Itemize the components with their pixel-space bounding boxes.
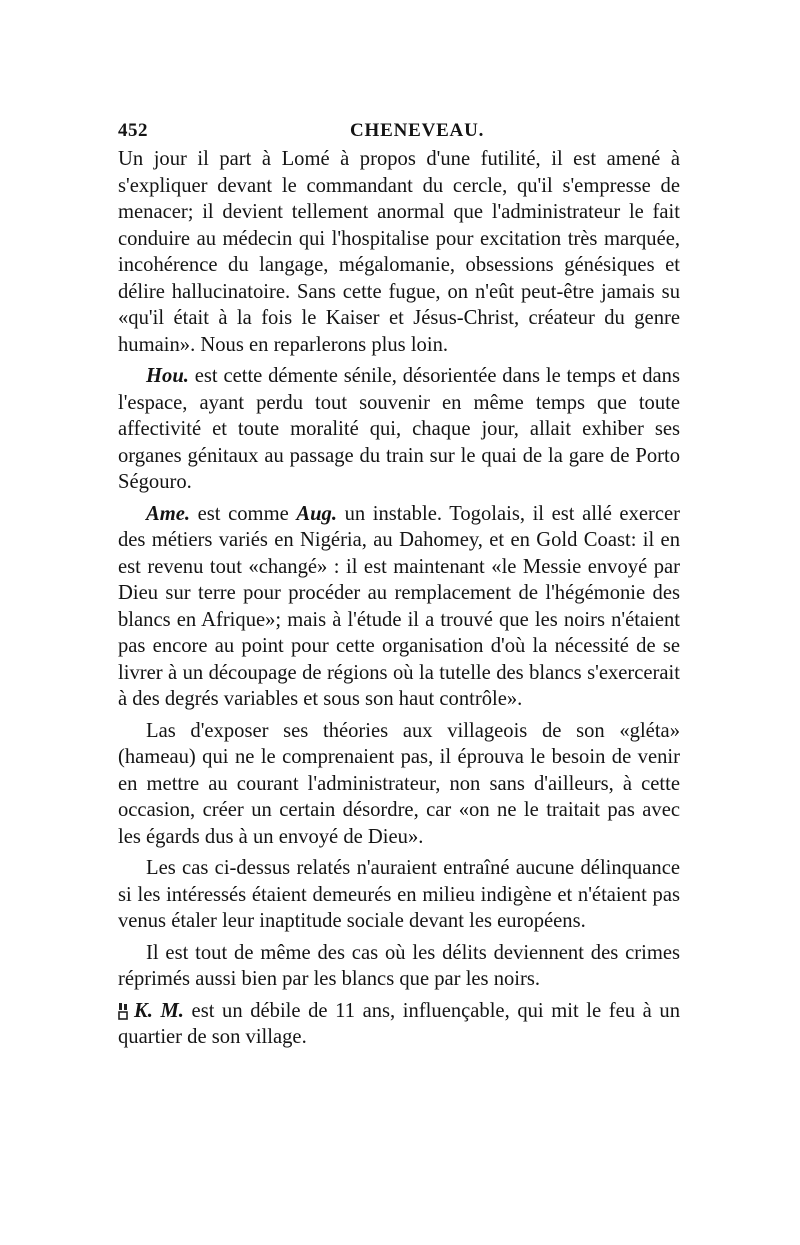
printer-mark-icon: [118, 1002, 128, 1020]
paragraph-text: Les cas ci-dessus relatés n'auraient entraîné aucune délinquance si les intéressés étaient demeurés en milieu indigène et n'étaient pas venus étaler leur inaptitude sociale devant les européens.: [118, 857, 680, 932]
running-head: [118, 116, 680, 146]
paragraph-text: Un jour il part à Lomé à propos d'une futilité, il est amené à s'expliquer devant le commandant du cercle, qu'il s'empresse de menacer; il devient tellement anormal que l'administrateur le fait conduire au médecin qui l'hospitalise pour excitation très marquée, incohérence du langage, mégalomanie, obsessions génésiques et délire hallucinatoire. Sans cette fugue, on n'eût peut-être jamais su «qu'il était à la fois le Kaiser et Jésus-Christ, créateur du genre humain». Nous en reparlerons plus loin.: [118, 148, 680, 356]
body-text: [118, 146, 680, 1051]
patient-abbreviation: Aug.: [296, 502, 337, 525]
paragraph-hou: [118, 363, 680, 496]
page-number: 452: [118, 120, 148, 141]
paragraph-crimes: [118, 940, 680, 993]
paragraph-text: Il est tout de même des cas où les délits deviennent des crimes réprimés aussi bien par les blancs que par les noirs.: [118, 941, 680, 990]
paragraph-delinquance: [118, 855, 680, 935]
patient-abbreviation: K. M.: [134, 999, 184, 1022]
paragraph-text: est un débile de 11 ans, influençable, qui mit le feu à un quartier de son village.: [118, 999, 680, 1048]
running-title: CHENEVEAU.: [350, 120, 485, 141]
paragraph-text: un instable. Togolais, il est allé exercer des métiers variés en Nigéria, au Dahomey, et en Gold Coast: il en est revenu tout «changé» : il est maintenant «le Messie envoyé par Dieu sur terre pour procéder au remplacement de l'hégémonie des blancs en Afrique»; mais à l'étude il a trouvé que les noirs n'étaient pas encore au point pour cette organisation d'où la nécessité de se livrer à un découpage de régions où la tutelle des blancs s'exercerait à des degrés variables et sous son haut contrôle».: [118, 502, 681, 710]
paragraph-km: [118, 998, 680, 1051]
book-page: [118, 116, 680, 1051]
paragraph-gleta: [118, 718, 680, 851]
patient-abbreviation: Hou.: [146, 365, 189, 387]
paragraph-lome-episode: [118, 146, 680, 358]
patient-abbreviation: Ame.: [146, 502, 191, 525]
paragraph-ame: [118, 501, 680, 713]
paragraph-text: Las d'exposer ses théories aux villageois de son «gléta» (hameau) qui ne le comprenaient pas, il éprouva le besoin de venir en mettre au courant l'administrateur, non sans d'ailleurs, à cette occasion, créer un certain désordre, car «on ne le traitait pas avec les égards dus à un envoyé de Dieu».: [118, 719, 680, 848]
paragraph-text: est comme: [190, 502, 297, 525]
paragraph-text: est cette démente sénile, désorientée dans le temps et dans l'espace, ayant perdu tout souvenir en même temps que toute affectivité et toute moralité qui, chaque jour, allait exhiber ses organes génitaux au passage du train sur le quai de la gare de Porto Ségouro.: [118, 365, 680, 493]
